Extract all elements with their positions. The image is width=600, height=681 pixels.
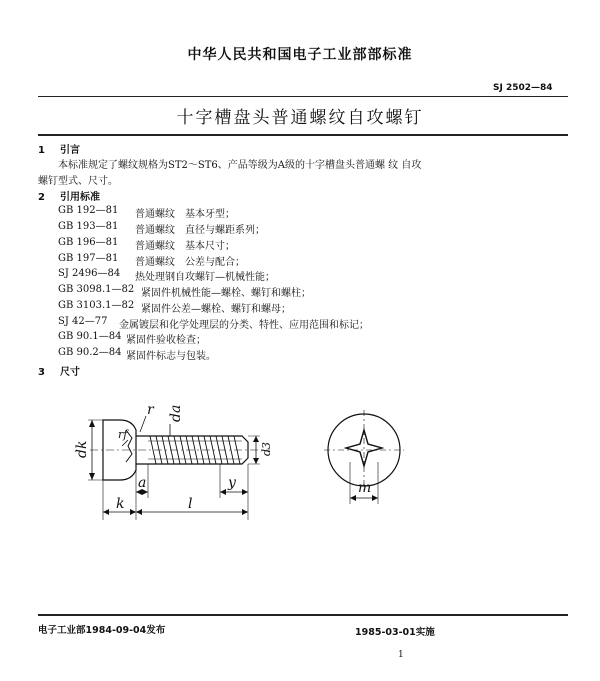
- section-title: 尺寸: [60, 367, 80, 378]
- reference-desc: 紧固件公差—螺栓、螺钉和螺母；: [141, 304, 291, 315]
- reference-desc: 普通螺纹 直径与螺距系列；: [135, 225, 265, 236]
- reference-code: GB 196—81: [58, 237, 119, 248]
- thread-lines: [150, 436, 240, 464]
- section-title: 引言: [60, 145, 80, 156]
- reference-desc: 金属镀层和化学处理层的分类、特性、应用范围和标记；: [119, 320, 369, 331]
- reference-desc: 普通螺纹 基本尺寸；: [135, 241, 235, 252]
- reference-code: GB 197—81: [58, 253, 119, 264]
- r-leader: [140, 416, 146, 432]
- section-dimensions-heading: [38, 363, 80, 378]
- standard-number: SJ 2502—84: [493, 83, 553, 93]
- title-rule: [38, 134, 568, 136]
- label-a: a: [138, 475, 147, 491]
- section-references-heading: [38, 188, 100, 203]
- section-intro-heading: [38, 141, 80, 156]
- reference-code: GB 192—81: [58, 205, 119, 216]
- screw-head-top-view-drawing: [320, 400, 410, 515]
- footer-rule: [38, 614, 568, 616]
- issue-date: 电子工业部1984-09-04发布: [38, 625, 166, 636]
- section-number: 3: [38, 367, 45, 378]
- effective-date: 1985-03-01实施: [355, 627, 435, 638]
- reference-code: GB 193—81: [58, 221, 119, 232]
- label-d3: d3: [260, 441, 273, 456]
- reference-code: GB 90.2—84: [58, 347, 122, 358]
- label-dk: dk: [74, 440, 90, 458]
- label-y: y: [228, 475, 236, 491]
- section-number: 2: [38, 192, 45, 203]
- label-r: r: [147, 402, 154, 418]
- section-title: 引用标准: [60, 192, 100, 203]
- reference-desc: 紧固件标志与包装。: [126, 351, 216, 362]
- reference-code: SJ 2496—84: [58, 268, 121, 279]
- reference-desc: 普通螺纹 基本牙型；: [135, 209, 235, 220]
- label-k: k: [116, 496, 125, 512]
- reference-code: GB 90.1—84: [58, 331, 122, 342]
- label-rf: rf: [118, 428, 128, 441]
- page-number: 1: [398, 650, 404, 660]
- reference-desc: 紧固件验收检查；: [126, 335, 206, 346]
- reference-desc: 紧固件机械性能—螺栓、螺钉和螺柱；: [141, 288, 311, 299]
- header-rule: [38, 96, 568, 97]
- standard-title: 中华人民共和国电子工业部部标准: [187, 47, 413, 63]
- intro-text-line1: 本标准规定了螺纹规格为ST2～ST6、产品等级为A级的十字槽盘头普通螺 纹 自攻: [58, 160, 422, 171]
- screw-side-view-drawing: [70, 380, 300, 530]
- document-title: 十字槽盘头普通螺纹自攻螺钉: [176, 108, 424, 128]
- reference-desc: 热处理钢自攻螺钉—机械性能；: [135, 272, 275, 283]
- label-da: da: [168, 404, 184, 422]
- intro-text-line2: 螺钉型式、尺寸。: [38, 176, 118, 187]
- reference-desc: 普通螺纹 公差与配合；: [135, 257, 245, 268]
- reference-code: SJ 42—77: [58, 316, 108, 327]
- reference-code: GB 3098.1—82: [58, 284, 135, 295]
- label-l: l: [188, 496, 193, 512]
- reference-code: GB 3103.1—82: [58, 300, 135, 311]
- section-number: 1: [38, 145, 45, 156]
- label-m: m: [358, 480, 372, 496]
